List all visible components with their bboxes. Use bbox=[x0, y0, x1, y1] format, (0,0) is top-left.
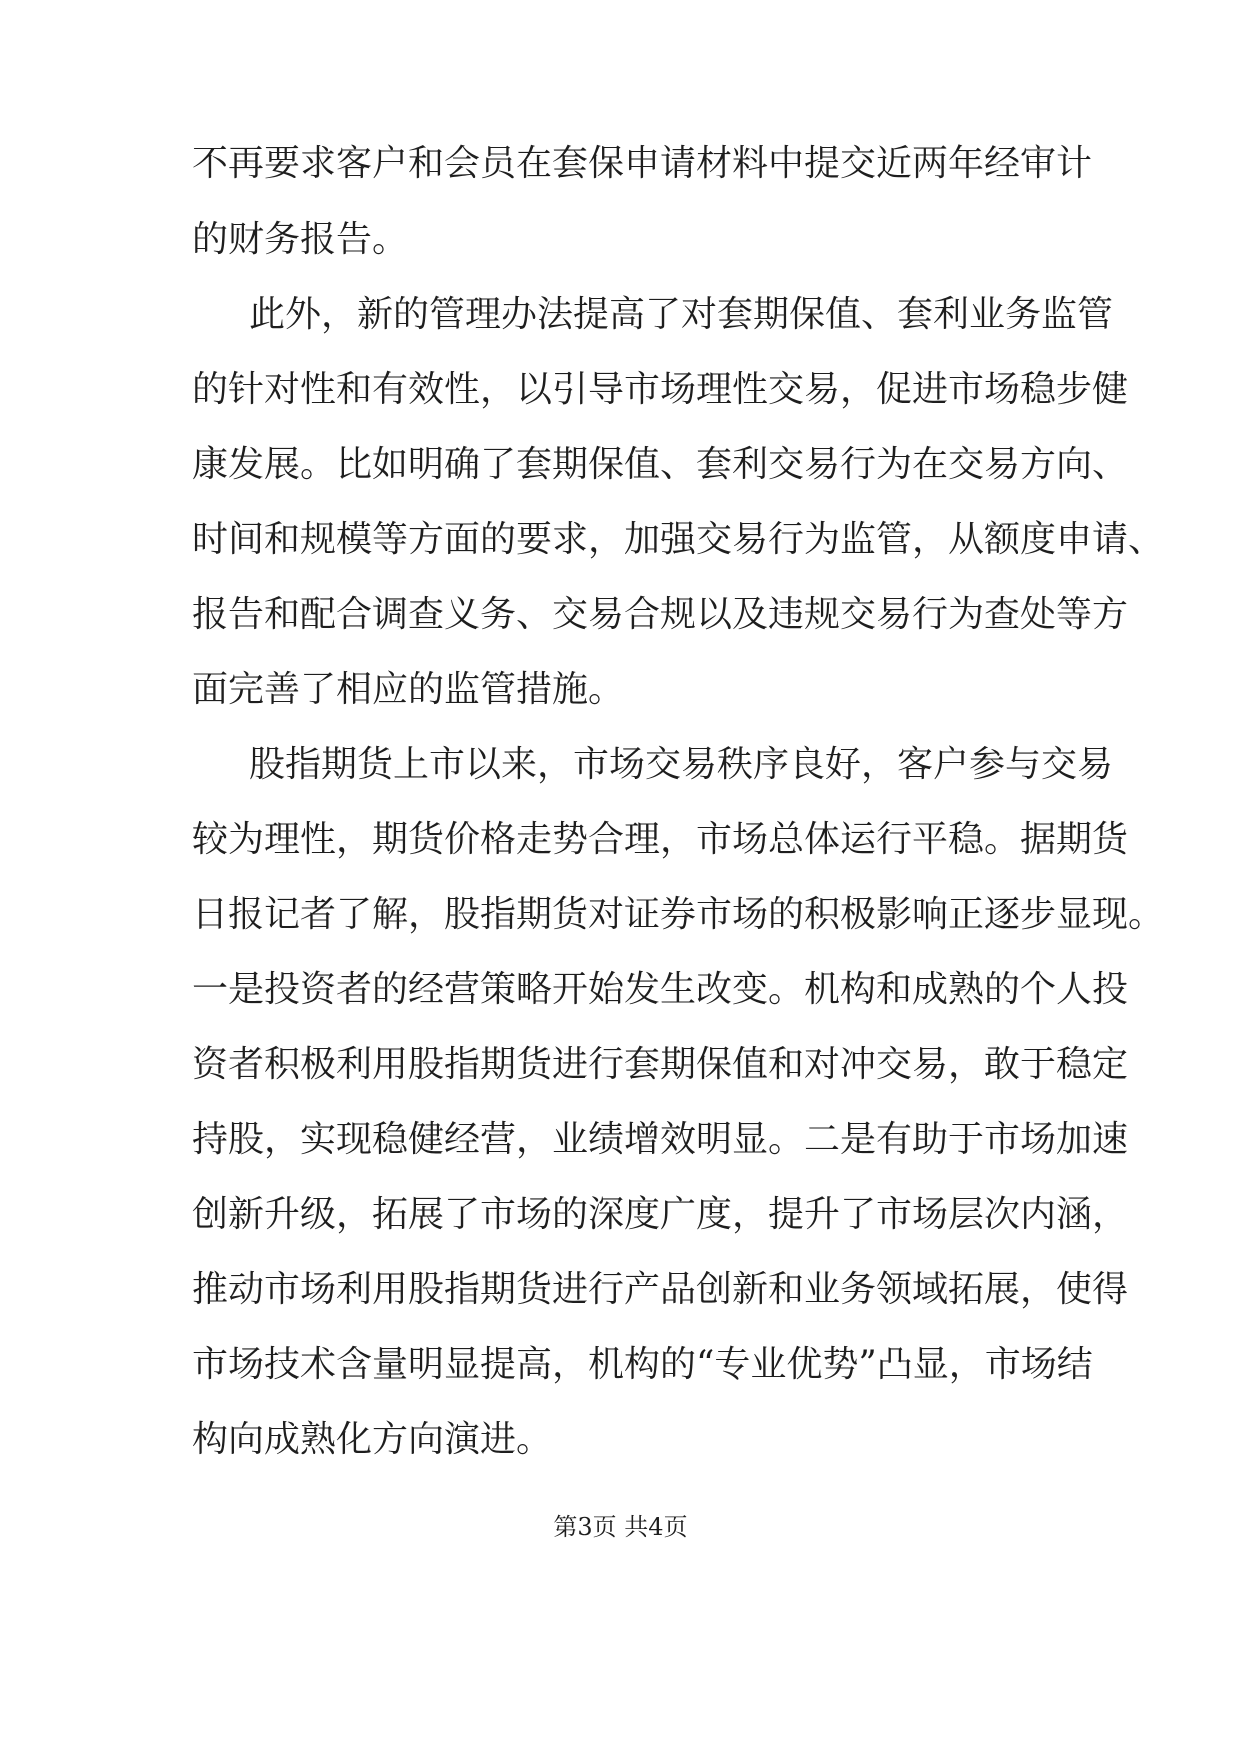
paragraph-3-line-8: 推动市场利用股指期货进行产品创新和业务领域拓展，使得 bbox=[192, 1269, 1129, 1310]
paragraph-2-line-1: 此外，新的管理办法提高了对套期保值、套利业务监管 bbox=[249, 294, 1114, 335]
paragraph-3-line-1: 股指期货上市以来，市场交易秩序良好，客户参与交易 bbox=[249, 744, 1114, 785]
paragraph-3-line-9: 市场技术含量明显提高，机构的“专业优势”凸显，市场结 bbox=[192, 1344, 1093, 1385]
page-footer: 第3页 共4页 bbox=[553, 1513, 688, 1541]
paragraph-2-line-5: 报告和配合调查义务、交易合规以及违规交易行为查处等方 bbox=[192, 594, 1129, 635]
paragraph-3-line-5: 资者积极利用股指期货进行套期保值和对冲交易，敢于稳定 bbox=[192, 1044, 1129, 1085]
paragraph-3-line-2: 较为理性，期货价格走势合理，市场总体运行平稳。据期货 bbox=[192, 819, 1129, 860]
paragraph-2-line-3: 康发展。比如明确了套期保值、套利交易行为在交易方向、 bbox=[192, 444, 1129, 485]
paragraph-3-line-4: 一是投资者的经营策略开始发生改变。机构和成熟的个人投 bbox=[192, 969, 1129, 1010]
paragraph-2-line-6: 面完善了相应的监管措施。 bbox=[192, 669, 625, 710]
paragraph-3-line-10: 构向成熟化方向演进。 bbox=[192, 1419, 553, 1460]
paragraph-3-line-7: 创新升级，拓展了市场的深度广度，提升了市场层次内涵， bbox=[192, 1194, 1129, 1235]
paragraph-2-line-2: 的针对性和有效性，以引导市场理性交易，促进市场稳步健 bbox=[192, 369, 1129, 410]
paragraph-1-line-2: 的财务报告。 bbox=[192, 219, 409, 260]
paragraph-2-line-4: 时间和规模等方面的要求，加强交易行为监管，从额度申请、 bbox=[192, 519, 1165, 560]
paragraph-1-line-1: 不再要求客户和会员在套保申请材料中提交近两年经审计 bbox=[192, 143, 1093, 184]
paragraph-3-line-3: 日报记者了解，股指期货对证券市场的积极影响正逐步显现。 bbox=[192, 894, 1165, 935]
paragraph-3-line-6: 持股，实现稳健经营，业绩增效明显。二是有助于市场加速 bbox=[192, 1119, 1129, 1160]
